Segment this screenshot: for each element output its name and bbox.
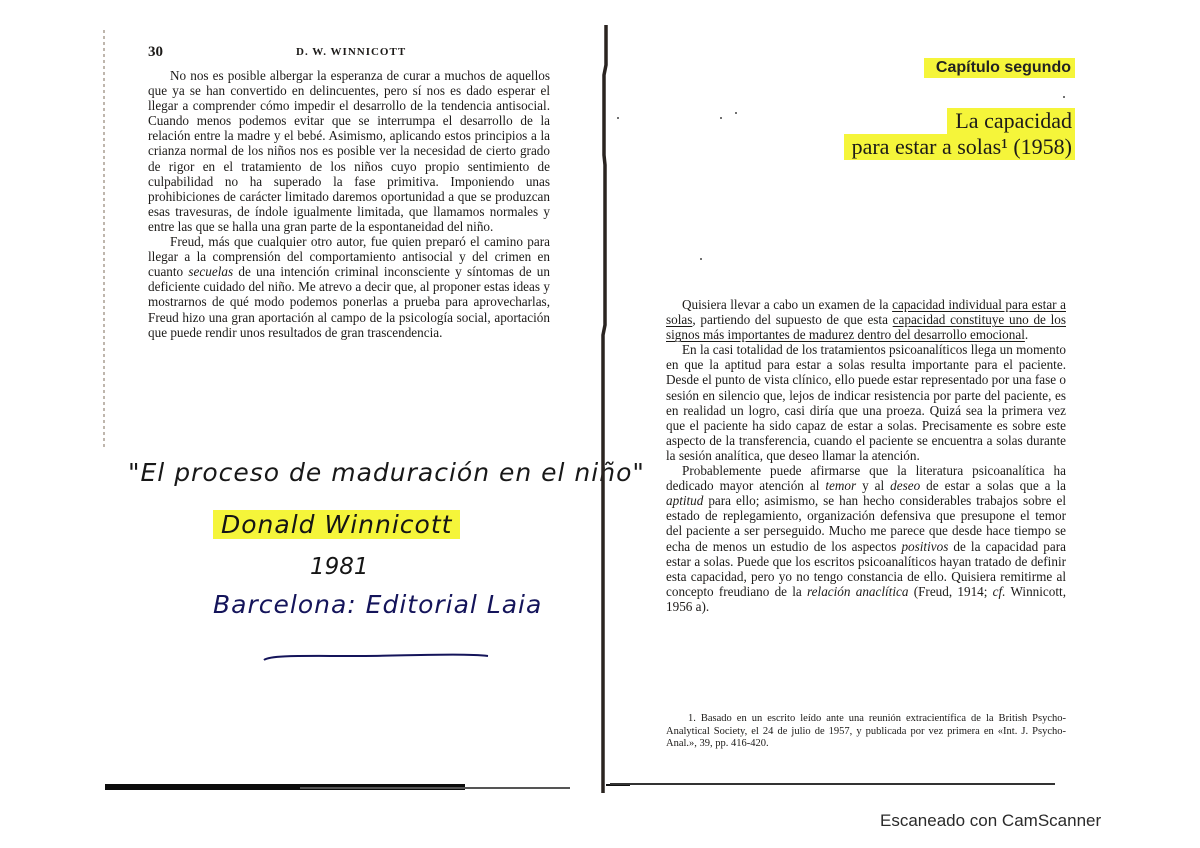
underlined-phrase: capacidad individual para estar a solas <box>666 297 1066 328</box>
paragraph: Quisiera llevar a cabo un examen de la capacidad individual para estar a solas, partiendo del supuesto de que esta capacidad constituye uno de los signos más importantes de madurez dentro del desarrollo emocional. <box>666 297 1066 343</box>
chapter-title-line2: para estar a solas¹ (1958) <box>844 134 1075 160</box>
page-edge-shadow <box>103 30 105 450</box>
running-head: D. W. WINNICOTT <box>296 46 407 58</box>
page-number: 30 <box>148 44 163 60</box>
paragraph: Probablemente puede afirmarse que la literatura psicoanalítica ha dedicado mayor atención al temor y al deseo de estar a solas que a la aptitud para ello; asimismo, se han hecho considerables trabajos sobre el estado de replegamiento, organización defensiva que presupone el temor del paciente a ser perseguido. Mucho me parece que desde hace tiempo se echa de menos un estudio de los aspectos positivos de la capacidad para estar a solas. Puede que los escritos psicoanalíticos hayan tratado de definir esta capacidad, pero yo no tengo constancia de ello. Quisiera remitirme al concepto freudiano de la relación anaclítica (Freud, 1914; cf. Winnicott, 1956 a). <box>666 463 1066 614</box>
left-page-body <box>148 68 550 340</box>
book-spine-gutter <box>600 25 610 793</box>
underlined-phrase: capacidad constituye uno de los signos más importantes de madurez dentro del desarrollo emocional <box>666 312 1066 343</box>
paragraph: En la casi totalidad de los tratamientos psicoanalíticos llega un momento en que la aptitud para estar a solas resulta importante para el paciente. Desde el punto de vista clínico, ello puede estar representado por una fase o sesión en silencio que, lejos de indicar resistencia por parte del paciente, es en realidad un logro, casi diría que una proeza. Quizá sea la primera vez que el paciente ha sido capaz de estar a solas. Precisamente es sobre este aspecto de la transferencia, cuando el paciente se encuentra a solas durante la sesión analítica, que deseo llamar la atención. <box>666 342 1066 463</box>
page-bottom-edge <box>300 787 570 789</box>
scan-speck <box>617 117 619 119</box>
handwritten-publisher: Barcelona: Editorial Laia <box>213 590 543 619</box>
handwritten-underline-stroke <box>262 652 490 662</box>
handwritten-author-highlighted: Donald Winnicott <box>213 510 460 539</box>
right-page-body <box>666 297 1066 614</box>
camscanner-watermark: Escaneado con CamScanner <box>880 811 1102 830</box>
footnote: 1. Basado en un escrito leído ante una reunión extracientífica de la British Psycho-Analytical Society, el 24 de julio de 1957, y publicada por vez primera en «Int. J. Psycho-Anal.», 39, pp. 416-420. <box>666 713 1066 749</box>
chapter-title-line1: La capacidad <box>947 108 1075 134</box>
scan-speck <box>720 117 722 119</box>
scan-speck <box>735 112 737 114</box>
handwritten-book-title: "El proceso de maduración en el niño" <box>128 458 645 487</box>
italic-term: secuelas <box>188 264 234 280</box>
paragraph: No nos es posible albergar la esperanza de curar a muchos de aquellos que ya se han convertido en delincuentes, pero sí nos es dado esperar el llegar a comprender cómo impedir el desarrollo de la tendencia antisocial. Cuando menos podemos evitar que se interrumpa el desarrollo de la relación entre la madre y el bebé. Asimismo, aplicando estos principios a la crianza normal de los niños nos es posible ver la necesidad de cierto grado de rigor en el tratamiento de los niños cuyo propio sentimiento de culpabilidad no ha superado la fase primitiva. Imponiendo unas prohibiciones de carácter limitado daremos oportunidad a que se produzcan esas travesuras, de índole igualmente limitada, que llamamos normales y entre las que se halla una gran parte de la espontaneidad del niño. <box>148 68 550 234</box>
page-bottom-edge <box>610 783 1055 785</box>
scan-speck <box>1063 96 1065 98</box>
chapter-title <box>844 108 1075 160</box>
paragraph: Freud, más que cualquier otro autor, fue quien preparó el camino para llegar a la comprensión del comportamiento antisocial y del crimen en cuanto secuelas de una intención criminal inconsciente y síntomas de un deficiente cuidado del niño. Me atrevo a decir que, al proponer estas ideas y mostrarnos de qué modo podemos ponerlas a prueba para aprovecharlas, Freud hizo una gran aportación al campo de la psicología social, aportación que puede rendir unos resultados de gran trascendencia. <box>148 234 550 340</box>
chapter-label-highlighted: Capítulo segundo <box>924 58 1075 78</box>
scan-speck <box>700 258 702 260</box>
handwritten-year: 1981 <box>310 554 369 580</box>
